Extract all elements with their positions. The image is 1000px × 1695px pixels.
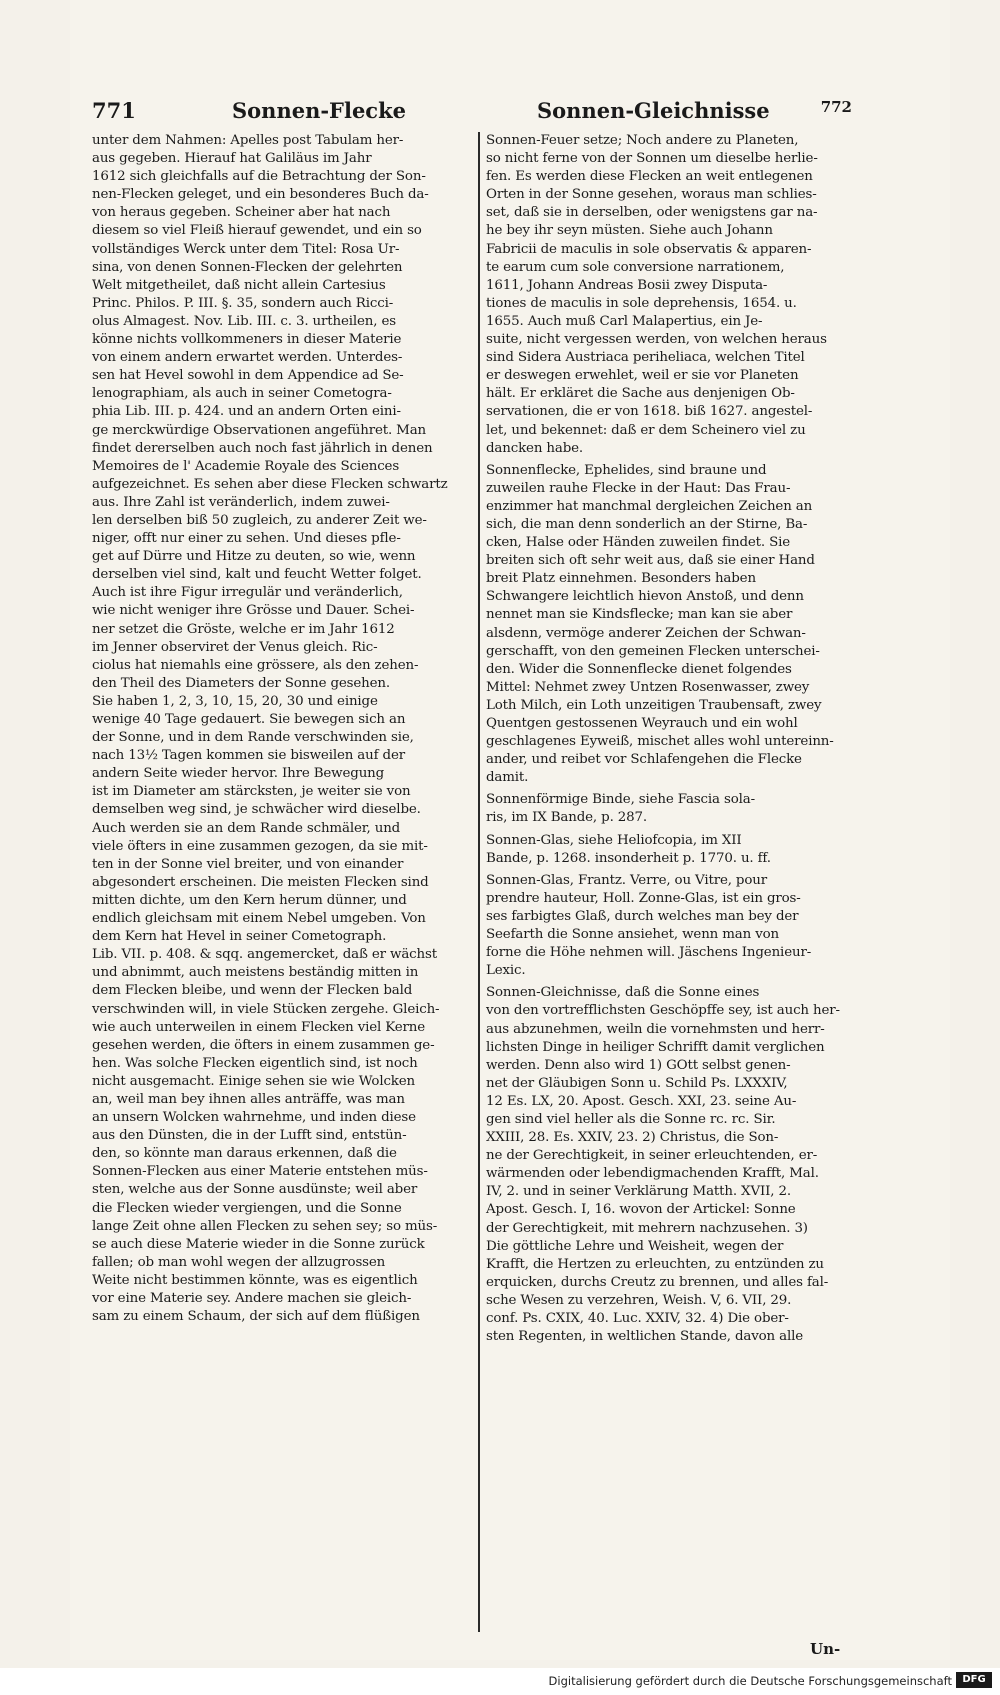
right-paragraph: Sonnen-Feuer setze; Noch andere zu Planeten, so nicht ferne von der Sonnen um dieselbe herlie- fen. Es werden diese Flecken an weit entlegenen Orten in der Sonne gesehen, woraus man schlies- set, daß sie in derselben, oder wenigstens gar na- he bey ihr seyn müsten. Siehe auch Johann Fabricii de maculis in sole observatis & apparen- te earum cum sole conversione narrationem, 1611, Johann Andreas Bosii zwey Disputa- tiones de maculis in sole deprehensis, 1654. u. 1655. Auch muß Carl Malapertius, ein Je- suite, nicht vergessen werden, von welchen heraus sind Sidera Austriaca periheliaca, welchen Titel er deswegen erwehlet, weil er sie vor Planeten hält. Er erkläret die Sache aus denjenigen Ob- servationen, die er von 1618. biß 1627. angestel- let, und bekennet: daß er dem Scheinero viel zu dancken habe. <box>486 133 827 456</box>
right-column <box>486 132 854 1350</box>
page-number-left: 771 <box>92 98 136 123</box>
dfg-logo: DFG <box>956 1672 992 1688</box>
running-title-right: Sonnen-Gleichnisse <box>537 98 770 123</box>
running-title-left: Sonnen-Flecke <box>232 98 406 123</box>
page-number-right: 772 <box>820 98 852 116</box>
entry-sonnenflecke: Sonnenflecke, Ephelides, sind braune und zuweilen rauhe Flecke in der Haut: Das Frau- enzimmer hat manchmal dergleichen Zeichen an sich, die man denn sonderlich an der Stirne, Ba- cken, Halse oder Händen zuweilen findet. Sie breiten sich oft sehr weit aus, daß sie einer Hand breit Platz einnehmen. Besonders haben Schwangere leichtlich hievon Anstoß, und denn nennet man sie Kindsflecke; man kan sie aber alsdenn, vermöge anderer Zeichen der Schwan- gerschafft, von den gemeinen Flecken unterschei- den. Wider die Sonnenflecke dienet folgendes Mittel: Nehmet zwey Untzen Rosenwasser, zwey Loth Milch, ein Loth unzeitigen Traubensaft, zwey Quentgen gestossenen Weyrauch und ein wohl geschlagenes Eyweiß, mischet alles wohl untereinn- ander, und reibet vor Schlafengehen die Flecke damit. <box>486 462 834 786</box>
footer-credit: Digitalisierung gefördert durch die Deutsche Forschungsgemeinschaft <box>548 1674 952 1688</box>
running-header <box>92 98 852 128</box>
footer-bar <box>0 1668 1000 1695</box>
entry-sonnen-gleichnisse: Sonnen-Gleichnisse, daß die Sonne eines von den vortrefflichsten Geschöpffe sey, ist auch her- aus abzunehmen, weiln die vornehmsten und herr- lichsten Dinge in heiliger Schrifft damit verglichen werden. Denn also wird 1) GOtt selbst genen- net der Gläubigen Sonn u. Schild Ps. LXXXIV, 12 Es. LX, 20. Apost. Gesch. XXI, 23. seine Au- gen sind viel heller als die Sonne rc. rc. Sir. XXIII, 28. Es. XXIV, 23. 2) Christus, die Son- ne der Gerechtigkeit, in seiner erleuchtenden, er- wärmenden oder lebendigmachenden Krafft, Mal. IV, 2. und in seiner Verklärung Matth. XVII, 2. Apost. Gesch. I, 16. wovon der Artickel: Sonne der Gerechtigkeit, mit mehrern nachzusehen. 3) Die göttliche Lehre und Weisheit, wegen der Krafft, die Hertzen zu erleuchten, zu entzünden zu erquicken, durchs Creutz zu brennen, und alles fal- sche Wesen zu verzehren, Weish. V, 6. VII, 29. conf. Ps. CXIX, 40. Luc. XXIV, 32. 4) Die ober- sten Regenten, in weltlichen Stande, davon alle <box>486 985 840 1345</box>
entry-sonnen-glas-2: Sonnen-Glas, Frantz. Verre, ou Vitre, pour prendre hauteur, Holl. Zonne-Glas, ist ein gros- ses farbigtes Glaß, durch welches man bey der Seefarth die Sonne ansiehet, wenn man von forne die Höhe nehmen will. Jäschens Ingenieur- Lexic. <box>486 872 812 979</box>
catchword: Un- <box>810 1640 841 1658</box>
entry-sonnenfoermige-binde: Sonnenförmige Binde, siehe Fascia sola- ris, im IX Bande, p. 287. <box>486 792 755 826</box>
column-divider <box>478 132 480 1632</box>
entry-sonnen-glas-1: Sonnen-Glas, siehe Heliofcopia, im XII Bande, p. 1268. insonderheit p. 1770. u. ff. <box>486 832 771 866</box>
left-paragraph: unter dem Nahmen: Apelles post Tabulam her- aus gegeben. Hierauf hat Galiläus im Jahr 1612 sich gleichfalls auf die Betrachtung der Son- nen-Flecken geleget, und ein besonderes Buch da- von heraus gegeben. Scheiner aber hat nach diesem so viel Fleiß hierauf gewendet, und ein so vollständiges Werck unter dem Titel: Rosa Ur- sina, von denen Sonnen-Flecken der gelehrten Welt mitgetheilet, daß nicht allein Cartesius Princ. Philos. P. III. §. 35, sondern auch Ricci- olus Almagest. Nov. Lib. III. c. 3. urtheilen, es könne nichts vollkommeners in dieser Materie von einem andern erwartet werden. Unterdes- sen hat Hevel sowohl in dem Appendice ad Se- lenographiam, als auch in seiner Cometogra- phia Lib. III. p. 424. und an andern Orten eini- ge merckwürdige Observationen angeführet. Man findet dererselben auch noch fast jährlich in denen Memoires de l' Academie Royale des Sciences aufgezeichnet. Es sehen aber diese Flecken schwartz aus. Ihre Zahl ist veränderlich, indem zuwei- len derselben biß 50 zugleich, zu anderer Zeit we- niger, offt nur einer zu sehen. Und dieses pfle- get auf Dürre und Hitze zu deuten, so wie, wenn derselben viel sind, kalt und feucht Wetter folget. Auch ist ihre Figur irregulär und veränderlich, wie nicht weniger ihre Grösse und Dauer. Schei- ner setzet die Gröste, welche er im Jahr 1612 im Jenner observiret der Venus gleich. Ric- ciolus hat niemahls eine grössere, als den zehen- den Theil des Diameters der Sonne gesehen. Sie haben 1, 2, 3, 10, 15, 20, 30 und einige wenige 40 Tage gedauert. Sie bewegen sich an der Sonne, und in dem Rande verschwinden sie, nach 13½ Tagen kommen sie bisweilen auf der andern Seite wieder hervor. Ihre Bewegung ist im Diameter am stärcksten, je weiter sie von demselben weg sind, je schwächer wird dieselbe. Auch werden sie an dem Rande schmäler, und viele öfters in eine zusammen gezogen, da sie mit- ten in der Sonne viel breiter, und von einander abgesondert erscheinen. Die meisten Flecken sind mitten dichte, um den Kern herum dünner, und endlich gleichsam mit einem Nebel umgeben. Von dem Kern hat Hevel in seiner Cometograph. Lib. VII. p. 408. & sqq. angemercket, daß er wächst und abnimmt, auch meistens beständig mitten in dem Flecken bleibe, und wenn der Flecken bald verschwinden will, in viele Stücken zergehe. Gleich- wie auch unterweilen in einem Flecken viel Kerne gesehen werden, die öfters in einem zusammen ge- hen. Was solche Flecken eigentlich sind, ist noch nicht ausgemacht. Einige sehen sie wie Wolcken an, weil man bey ihnen alles anträffe, was man an unsern Wolcken wahrnehme, und inden diese aus den Dünsten, die in der Lufft sind, entstün- den, so könnte man daraus erkennen, daß die Sonnen-Flecken aus einer Materie entstehen müs- sten, welche aus der Sonne ausdünste; weil aber die Flecken wieder vergiengen, und die Sonne lange Zeit ohne allen Flecken zu sehen sey; so müs- se auch diese Materie wieder in die Sonne zurück fallen; ob man wohl wegen der allzugrossen Weite nicht bestimmen könnte, was es eigentlich vor eine Materie sey. Andere machen sie gleich- sam zu einem Schaum, der sich auf dem flüßigen <box>92 133 448 1325</box>
left-column <box>92 132 472 1330</box>
